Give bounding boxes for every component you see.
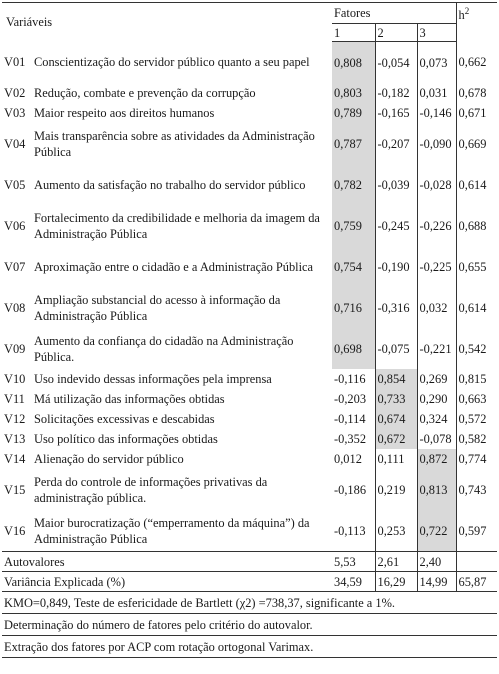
factor-1-header: 1 bbox=[332, 24, 375, 42]
table-row bbox=[2, 389, 497, 409]
loading-factor-1: 0,803 bbox=[332, 83, 375, 103]
extraction-note: Extração dos fatores por ACP com rotação ortogonal Varimax. bbox=[2, 636, 497, 658]
eigenvalue-f1: 5,53 bbox=[332, 552, 375, 572]
variable-code: V13 bbox=[4, 432, 26, 446]
loading-factor-1: 0,789 bbox=[332, 103, 375, 123]
loading-factor-3: -0,028 bbox=[417, 164, 456, 205]
table-row bbox=[2, 287, 497, 328]
kmo-bartlett-note: KMO=0,849, Teste de esfericidade de Bartlett (χ2) =738,37, significante a 1%. bbox=[2, 592, 497, 614]
variable-description: Aumento da confiança do cidadão na Administração Pública. bbox=[34, 333, 294, 364]
variance-label: Variância Explicada (%) bbox=[2, 572, 332, 592]
loading-factor-1: -0,186 bbox=[334, 482, 367, 497]
loading-factor-3: 0,031 bbox=[417, 83, 456, 103]
loading-factor-2: 0,854 bbox=[375, 369, 417, 389]
variable-code: V11 bbox=[4, 392, 25, 406]
loading-factor-3: -0,225 bbox=[417, 246, 456, 287]
loading-factor-3: 0,290 bbox=[417, 389, 456, 409]
communality-value: 0,614 bbox=[456, 287, 497, 328]
eigenvalue-f3: 2,40 bbox=[417, 552, 456, 572]
variable-description: Maior respeito aos direitos humanos bbox=[34, 106, 215, 120]
factors-header: Fatores bbox=[332, 3, 456, 24]
factor-3-header: 3 bbox=[417, 24, 456, 42]
loading-factor-2: -0,039 bbox=[375, 164, 417, 205]
loading-factor-2: -0,054 bbox=[375, 42, 417, 84]
loading-factor-3: 0,073 bbox=[417, 42, 456, 84]
loading-factor-3: 0,872 bbox=[417, 449, 456, 469]
communality-value: 0,572 bbox=[456, 409, 497, 429]
communality-value: 0,655 bbox=[456, 246, 497, 287]
eigenvalue-h2 bbox=[456, 552, 497, 572]
variable-description: Aproximação entre o cidadão e a Administração Pública bbox=[34, 259, 314, 274]
eigenvalue-f2: 2,61 bbox=[375, 552, 417, 572]
communality-header-label: h bbox=[458, 8, 465, 23]
communality-value: 0,582 bbox=[456, 429, 497, 449]
table-row bbox=[2, 449, 497, 469]
factor-analysis-table bbox=[2, 2, 497, 658]
loading-factor-1: -0,352 bbox=[334, 432, 367, 446]
variable-code: V10 bbox=[4, 372, 26, 386]
loading-factor-2: 0,733 bbox=[375, 389, 417, 409]
variable-description: Alienação do servidor público bbox=[34, 452, 184, 466]
variable-code: V01 bbox=[4, 55, 26, 70]
loading-factor-2: -0,165 bbox=[375, 103, 417, 123]
communality-value: 0,542 bbox=[456, 328, 497, 369]
loading-factor-1: 0,782 bbox=[332, 164, 375, 205]
loading-factor-2: -0,245 bbox=[375, 205, 417, 246]
table-summary bbox=[2, 552, 497, 592]
loading-factor-2: 0,111 bbox=[375, 449, 417, 469]
variable-description: Conscientização do servidor público quanto a seu papel bbox=[34, 55, 310, 70]
loading-factor-2: 0,674 bbox=[375, 409, 417, 429]
criterion-note: Determinação do número de fatores pelo critério do autovalor. bbox=[2, 614, 497, 636]
variable-description: Perda do controle de informações privativas da administração pública. bbox=[34, 474, 268, 505]
table-row bbox=[2, 103, 497, 123]
loading-factor-2: -0,182 bbox=[375, 83, 417, 103]
loading-factor-1: -0,113 bbox=[334, 523, 366, 538]
table-row bbox=[2, 42, 497, 84]
loading-factor-2: 0,253 bbox=[375, 510, 417, 552]
table-row bbox=[2, 164, 497, 205]
loading-factor-2: 0,219 bbox=[375, 469, 417, 510]
table-row bbox=[2, 409, 497, 429]
table-row bbox=[2, 510, 497, 552]
loading-factor-3: -0,078 bbox=[417, 429, 456, 449]
variable-description: Má utilização das informações obtidas bbox=[34, 392, 225, 406]
communality-value: 0,774 bbox=[456, 449, 497, 469]
table-row bbox=[2, 328, 497, 369]
loading-factor-1: -0,203 bbox=[334, 392, 367, 406]
variable-code: V15 bbox=[4, 482, 26, 497]
table-header bbox=[2, 3, 497, 42]
variance-f1: 34,59 bbox=[332, 572, 375, 592]
variable-code: V08 bbox=[4, 300, 26, 315]
table-row bbox=[2, 205, 497, 246]
communality-header-superscript: 2 bbox=[464, 6, 470, 16]
loading-factor-2: -0,207 bbox=[375, 123, 417, 164]
loading-factor-3: -0,146 bbox=[417, 103, 456, 123]
table-body bbox=[2, 42, 497, 552]
variables-header: Variáveis bbox=[2, 3, 332, 42]
communality-value: 0,671 bbox=[456, 103, 497, 123]
factor-analysis-table-container bbox=[2, 2, 497, 658]
eigenvalues-label: Autovalores bbox=[2, 552, 332, 572]
loading-factor-3: 0,324 bbox=[417, 409, 456, 429]
loading-factor-1: -0,116 bbox=[334, 372, 366, 386]
loading-factor-3: 0,813 bbox=[417, 469, 456, 510]
loading-factor-2: 0,672 bbox=[375, 429, 417, 449]
loading-factor-2: -0,190 bbox=[375, 246, 417, 287]
variable-description: Redução, combate e prevenção da corrupção bbox=[34, 86, 256, 100]
communality-header bbox=[456, 3, 497, 42]
loading-factor-1: 0,808 bbox=[332, 42, 375, 84]
communality-value: 0,597 bbox=[456, 510, 497, 552]
loading-factor-1: 0,716 bbox=[332, 287, 375, 328]
variable-description: Mais transparência sobre as atividades da Administração Pública bbox=[34, 128, 315, 159]
loading-factor-1: 0,787 bbox=[332, 123, 375, 164]
variable-description: Aumento da satisfação no trabalho do servidor público bbox=[34, 177, 306, 192]
loading-factor-1: 0,698 bbox=[332, 328, 375, 369]
variable-code: V06 bbox=[4, 218, 26, 233]
communality-value: 0,678 bbox=[456, 83, 497, 103]
loading-factor-3: -0,221 bbox=[417, 328, 456, 369]
communality-value: 0,688 bbox=[456, 205, 497, 246]
loading-factor-1: -0,114 bbox=[334, 412, 366, 426]
variable-code: V12 bbox=[4, 412, 26, 426]
variable-code: V04 bbox=[4, 136, 26, 151]
variance-total: 65,87 bbox=[456, 572, 497, 592]
communality-value: 0,743 bbox=[456, 469, 497, 510]
table-row bbox=[2, 429, 497, 449]
table-row bbox=[2, 83, 497, 103]
loading-factor-1: 0,012 bbox=[334, 452, 362, 466]
loading-factor-3: -0,090 bbox=[417, 123, 456, 164]
communality-value: 0,669 bbox=[456, 123, 497, 164]
loading-factor-1: 0,754 bbox=[332, 246, 375, 287]
loading-factor-3: 0,032 bbox=[417, 287, 456, 328]
loading-factor-1: 0,759 bbox=[332, 205, 375, 246]
variable-description: Uso político das informações obtidas bbox=[34, 432, 218, 446]
variable-description: Maior burocratização (“emperramento da máquina”) da Administração Pública bbox=[34, 515, 310, 546]
communality-value: 0,663 bbox=[456, 389, 497, 409]
variable-code: V03 bbox=[4, 106, 26, 120]
table-row bbox=[2, 246, 497, 287]
table-notes bbox=[2, 592, 497, 658]
variable-description: Ampliação substancial do acesso à informação da Administração Pública bbox=[34, 292, 281, 323]
communality-value: 0,614 bbox=[456, 164, 497, 205]
variable-code: V14 bbox=[4, 452, 26, 466]
loading-factor-3: 0,722 bbox=[417, 510, 456, 552]
loading-factor-3: 0,269 bbox=[417, 369, 456, 389]
variable-code: V02 bbox=[4, 86, 26, 100]
variable-code: V16 bbox=[4, 523, 26, 538]
variance-f3: 14,99 bbox=[417, 572, 456, 592]
variable-code: V07 bbox=[4, 259, 26, 274]
variable-description: Fortalecimento da credibilidade e melhoria da imagem da Administração Pública bbox=[34, 210, 320, 241]
table-row bbox=[2, 469, 497, 510]
loading-factor-2: -0,316 bbox=[375, 287, 417, 328]
variable-code: V05 bbox=[4, 177, 26, 192]
communality-value: 0,662 bbox=[456, 42, 497, 84]
communality-value: 0,815 bbox=[456, 369, 497, 389]
variable-description: Solicitações excessivas e descabidas bbox=[34, 412, 215, 426]
table-row bbox=[2, 123, 497, 164]
variable-code: V09 bbox=[4, 341, 26, 356]
loading-factor-3: -0,226 bbox=[417, 205, 456, 246]
table-row bbox=[2, 369, 497, 389]
variance-f2: 16,29 bbox=[375, 572, 417, 592]
variable-description: Uso indevido dessas informações pela imprensa bbox=[34, 372, 272, 386]
factor-2-header: 2 bbox=[375, 24, 417, 42]
loading-factor-2: -0,075 bbox=[375, 328, 417, 369]
